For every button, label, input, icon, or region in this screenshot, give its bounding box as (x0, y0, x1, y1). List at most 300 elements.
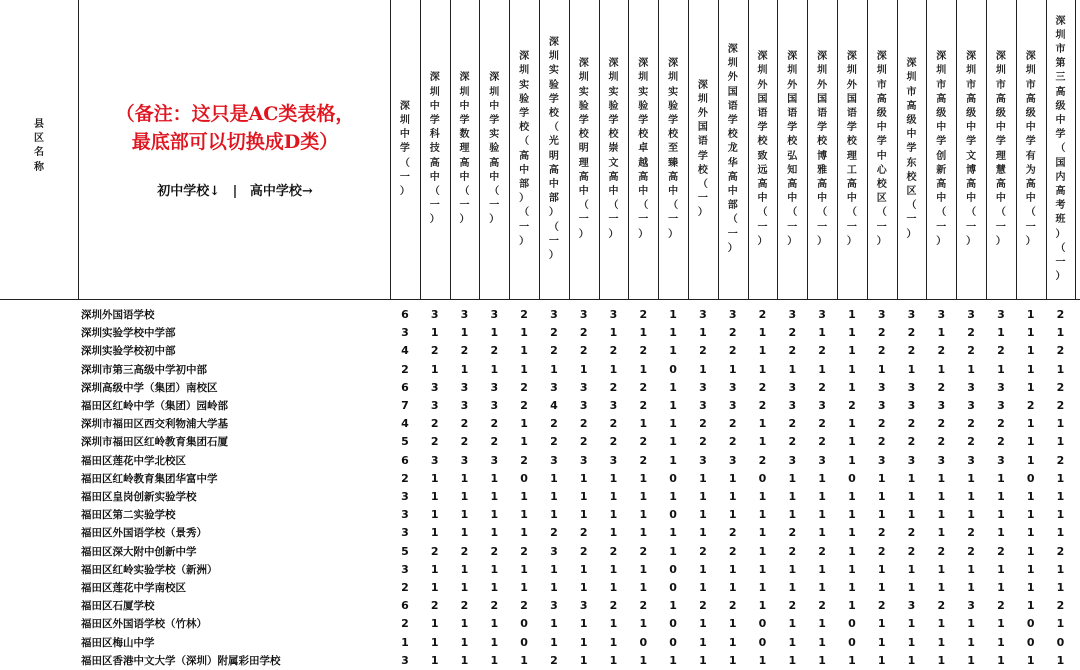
high-school-header (539, 0, 569, 299)
quota-cell: 3 (907, 453, 916, 467)
high-school-name: 深 圳 市 第 三 高 级 中 学 （ 国 内 高 考 班 ） （ 一 ） (1055, 15, 1066, 283)
quota-cell: 3 (609, 453, 618, 467)
quota-cell: 1 (758, 581, 767, 594)
high-school-name: 深 圳 市 高 级 中 学 有 为 高 中 （ 一 ） (1025, 51, 1036, 247)
quota-cell: 3 (401, 562, 409, 576)
quota-cell: 2 (609, 417, 618, 431)
quota-cell: 3 (579, 399, 588, 412)
grid-vline (78, 0, 79, 299)
quota-cell: 3 (997, 308, 1005, 321)
junior-school-name: 深圳实验学校初中部 (81, 345, 176, 358)
quota-cell: 1 (639, 617, 648, 631)
quota-cell: 2 (788, 526, 797, 540)
junior-school-name: 福田区红岭实验学校（新洲） (81, 563, 218, 576)
junior-school-name: 福田区梅山中学 (81, 636, 155, 649)
quota-cell: 1 (818, 508, 826, 522)
junior-school-name: 福田区莲花中学南校区 (81, 582, 186, 594)
quota-cell: 1 (877, 508, 886, 522)
quota-cell: 1 (937, 617, 946, 631)
quota-cell: 2 (907, 435, 916, 449)
quota-cell: 3 (579, 308, 588, 321)
quota-cell: 2 (728, 417, 737, 431)
quota-cell: 1 (848, 453, 856, 467)
quota-cell: 1 (907, 508, 916, 522)
quota-cell: 1 (877, 471, 886, 485)
quota-cell: 3 (728, 399, 737, 412)
high-school-header (1016, 0, 1046, 299)
quota-cell: 0 (520, 471, 528, 485)
quota-cell: 3 (550, 453, 558, 467)
table-row (0, 379, 1080, 397)
quota-cell: 1 (1056, 471, 1065, 485)
quota-cell: 2 (997, 344, 1005, 358)
quota-cell: 1 (520, 326, 528, 340)
quota-cell: 3 (967, 399, 975, 412)
quota-cell: 1 (818, 471, 826, 485)
quota-cell: 2 (579, 326, 588, 340)
quota-cell: 3 (579, 453, 588, 467)
quota-cell: 2 (430, 417, 439, 431)
high-school-header (807, 0, 837, 299)
quota-cell: 3 (579, 380, 588, 394)
high-school-name: 深 圳 外 国 语 学 校 博 雅 高 中 （ 一 ） (817, 51, 828, 247)
quota-cell: 1 (490, 581, 499, 594)
quota-cell: 1 (1026, 653, 1035, 667)
quota-cell: 2 (967, 417, 975, 431)
quota-cell: 6 (401, 599, 409, 613)
note-line-2: 最底部可以切换成D类） (131, 131, 339, 153)
junior-school-name: 深圳市福田区红岭教育集团石厦 (81, 436, 228, 449)
quota-cell: 1 (669, 653, 677, 667)
quota-cell: 1 (848, 490, 856, 503)
quota-cell: 1 (907, 362, 916, 376)
quota-cell: 3 (460, 380, 469, 394)
quota-cell: 1 (877, 362, 886, 376)
quota-cell: 1 (430, 508, 439, 522)
quota-cell: 2 (758, 399, 767, 412)
quota-cell: 1 (550, 508, 558, 522)
quota-cell: 2 (788, 326, 797, 340)
quota-cell: 1 (907, 617, 916, 631)
quota-cell: 1 (669, 490, 677, 503)
quota-cell: 1 (758, 599, 767, 613)
high-school-header (718, 0, 748, 299)
junior-school-name: 深圳外国语学校 (81, 309, 155, 321)
high-school-header (509, 0, 539, 299)
quota-cell: 3 (699, 453, 707, 467)
high-school-header (777, 0, 807, 299)
quota-cell: 2 (490, 544, 499, 558)
note-text (80, 100, 390, 156)
quota-cell: 1 (788, 617, 797, 631)
quota-cell: 1 (490, 508, 499, 522)
high-school-name: 深 圳 实 验 学 校 卓 越 高 中 （ 一 ） (638, 58, 649, 240)
quota-cell: 1 (1026, 362, 1035, 376)
quota-cell: 1 (699, 490, 707, 503)
quota-cell: 0 (848, 635, 856, 649)
quota-cell: 2 (490, 599, 499, 613)
quota-cell: 1 (669, 417, 677, 431)
quota-cell: 1 (669, 344, 677, 358)
quota-cell: 0 (669, 581, 677, 594)
quota-cell: 2 (937, 544, 946, 558)
quota-cell: 1 (937, 362, 946, 376)
quota-cell: 1 (609, 562, 618, 576)
quota-cell: 3 (401, 490, 409, 503)
quota-cell: 2 (520, 544, 528, 558)
quota-cell: 1 (1026, 562, 1035, 576)
high-school-header (688, 0, 718, 299)
quota-cell: 1 (877, 562, 886, 576)
quota-cell: 2 (818, 544, 826, 558)
quota-cell: 1 (728, 508, 737, 522)
high-school-header (1046, 0, 1076, 299)
quota-cell: 1 (997, 508, 1005, 522)
quota-cell: 1 (997, 617, 1005, 631)
quota-cell: 0 (669, 471, 677, 485)
quota-cell: 3 (460, 399, 469, 412)
quota-cell: 1 (907, 635, 916, 649)
quota-cell: 2 (877, 417, 886, 431)
quota-cell: 1 (967, 471, 975, 485)
quota-cell: 2 (699, 417, 707, 431)
quota-cell: 2 (520, 453, 528, 467)
quota-cell: 1 (550, 581, 558, 594)
quota-cell: 5 (401, 544, 409, 558)
quota-cell: 1 (758, 490, 767, 503)
quota-cell: 2 (877, 435, 886, 449)
high-school-header (420, 0, 450, 299)
quota-cell: 2 (609, 380, 618, 394)
high-school-name: 深 圳 中 学 数 理 高 中 （ 一 ） (459, 72, 470, 226)
quota-cell: 3 (907, 308, 916, 321)
quota-cell: 2 (818, 380, 826, 394)
quota-cell: 3 (997, 399, 1005, 412)
quota-cell: 1 (669, 526, 677, 540)
junior-school-name: 福田区深大附中创新中学 (81, 545, 197, 558)
quota-cell: 1 (848, 581, 856, 594)
quota-cell: 0 (1026, 471, 1035, 485)
quota-cell: 2 (639, 308, 648, 321)
quota-cell: 2 (579, 435, 588, 449)
quota-cell: 2 (967, 526, 975, 540)
quota-cell: 1 (699, 471, 707, 485)
quota-cell: 1 (818, 653, 826, 667)
quota-cell: 1 (937, 562, 946, 576)
quota-cell: 1 (609, 617, 618, 631)
quota-cell: 3 (818, 453, 826, 467)
quota-cell: 1 (430, 617, 439, 631)
quota-cell: 2 (639, 544, 648, 558)
quota-cell: 1 (490, 617, 499, 631)
quota-cell: 1 (1026, 435, 1035, 449)
quota-cell: 1 (460, 562, 469, 576)
quota-cell: 1 (639, 562, 648, 576)
grid-hline (0, 299, 1080, 300)
quota-cell: 2 (699, 435, 707, 449)
quota-cell: 1 (699, 653, 707, 667)
quota-cell: 0 (669, 635, 677, 649)
high-school-name: 深 圳 市 高 级 中 学 中 心 校 区 （ 一 ） (876, 51, 887, 247)
high-school-header (837, 0, 867, 299)
junior-school-name: 福田区外国语学校（竹林） (81, 618, 207, 631)
quota-cell: 1 (997, 581, 1005, 594)
quota-cell: 7 (401, 399, 409, 412)
table-row (0, 415, 1080, 433)
quota-cell: 4 (401, 417, 409, 431)
quota-cell: 1 (550, 362, 558, 376)
junior-school-name: 福田区香港中文大学（深圳）附属彩田学校 (81, 654, 281, 667)
quota-cell: 2 (788, 417, 797, 431)
quota-cell: 0 (520, 635, 528, 649)
high-school-name: 深 圳 中 学 科 技 高 中 （ 一 ） (429, 72, 440, 226)
junior-school-name: 深圳市第三高级中学初中部 (81, 363, 207, 376)
quota-cell: 4 (550, 399, 558, 412)
quota-cell: 3 (788, 453, 797, 467)
quota-cell: 1 (639, 417, 648, 431)
quota-cell: 1 (609, 581, 618, 594)
quota-cell: 3 (818, 308, 826, 321)
quota-cell: 1 (758, 344, 767, 358)
table-row (0, 452, 1080, 470)
quota-cell: 2 (1056, 544, 1065, 558)
quota-cell: 1 (1056, 562, 1065, 576)
quota-cell: 1 (430, 362, 439, 376)
quota-cell: 3 (490, 453, 499, 467)
high-school-name: 深 圳 实 验 学 校 至 臻 高 中 （ 一 ） (668, 58, 679, 240)
quota-cell: 3 (937, 308, 946, 321)
high-school-header (867, 0, 897, 299)
quota-cell: 1 (788, 635, 797, 649)
quota-cell: 1 (609, 490, 618, 503)
quota-cell: 1 (818, 362, 826, 376)
quota-cell: 1 (877, 617, 886, 631)
high-school-name: 深 圳 外 国 语 学 校 （ 一 ） (697, 79, 708, 219)
quota-cell: 1 (460, 490, 469, 503)
quota-cell: 2 (907, 544, 916, 558)
quota-cell: 2 (818, 599, 826, 613)
quota-cell: 2 (639, 344, 648, 358)
quota-cell: 3 (877, 308, 886, 321)
high-school-name: 深 圳 市 高 级 中 学 创 新 高 中 （ 一 ） (936, 51, 947, 247)
quota-cell: 1 (1026, 308, 1035, 321)
quota-cell: 1 (848, 308, 856, 321)
quota-cell: 2 (1056, 380, 1065, 394)
quota-cell: 1 (490, 526, 499, 540)
table-row (0, 361, 1080, 379)
table-row (0, 342, 1080, 360)
high-school-header (897, 0, 927, 299)
quota-cell: 1 (728, 490, 737, 503)
junior-school-name: 福田区皇岗创新实验学校 (81, 491, 197, 503)
quota-cell: 1 (460, 581, 469, 594)
quota-cell: 1 (788, 362, 797, 376)
high-school-header (390, 0, 420, 299)
county-column-header (0, 118, 78, 175)
high-school-name: 深 圳 外 国 语 学 校 弘 知 高 中 （ 一 ） (787, 51, 798, 247)
quota-cell: 1 (967, 617, 975, 631)
quota-cell: 1 (520, 435, 528, 449)
quota-cell: 2 (609, 435, 618, 449)
table-row (0, 634, 1080, 652)
quota-cell: 2 (1056, 344, 1065, 358)
quota-cell: 1 (699, 526, 707, 540)
quota-cell: 1 (430, 635, 439, 649)
quota-cell: 1 (460, 326, 469, 340)
quota-cell: 1 (699, 581, 707, 594)
quota-cell: 1 (609, 362, 618, 376)
high-school-name: 深 圳 实 验 学 校 明 理 高 中 （ 一 ） (578, 58, 589, 240)
quota-cell: 2 (550, 326, 558, 340)
quota-cell: 1 (579, 471, 588, 485)
quota-cell: 3 (877, 399, 886, 412)
quota-cell: 3 (460, 308, 469, 321)
quota-cell: 1 (848, 599, 856, 613)
quota-cell: 3 (699, 308, 707, 321)
quota-cell: 2 (877, 326, 886, 340)
table-row (0, 561, 1080, 579)
quota-cell: 1 (401, 635, 409, 649)
quota-cell: 1 (669, 453, 677, 467)
quota-cell: 1 (877, 635, 886, 649)
junior-school-name: 深圳实验学校中学部 (81, 327, 176, 340)
quota-cell: 2 (728, 435, 737, 449)
quota-cell: 3 (550, 308, 558, 321)
quota-cell: 1 (490, 326, 499, 340)
quota-cell: 1 (937, 508, 946, 522)
quota-cell: 1 (609, 326, 618, 340)
quota-cell: 2 (550, 417, 558, 431)
quota-cell: 1 (877, 490, 886, 503)
quota-cell: 2 (520, 380, 528, 394)
quota-cell: 2 (699, 599, 707, 613)
quota-cell: 1 (1056, 326, 1065, 340)
quota-cell: 1 (520, 653, 528, 667)
quota-cell: 2 (728, 544, 737, 558)
quota-cell: 2 (967, 326, 975, 340)
quota-cell: 1 (907, 562, 916, 576)
quota-cell: 1 (609, 508, 618, 522)
quota-cell: 1 (430, 653, 439, 667)
quota-cell: 2 (460, 435, 469, 449)
quota-cell: 1 (728, 635, 737, 649)
quota-cell: 1 (758, 508, 767, 522)
quota-cell: 1 (728, 471, 737, 485)
quota-cell: 1 (997, 326, 1005, 340)
note-line-1: （备注：这只是AC类表格， (115, 103, 355, 125)
quota-cell: 1 (907, 490, 916, 503)
quota-cell: 2 (1056, 399, 1065, 412)
direction-hints (80, 180, 390, 199)
quota-cell: 3 (907, 380, 916, 394)
quota-cell: 3 (401, 526, 409, 540)
high-school-header (569, 0, 599, 299)
quota-cell: 1 (758, 653, 767, 667)
quota-cell: 2 (490, 435, 499, 449)
senior-school-hint: 高中学校→ (249, 184, 313, 199)
high-school-name: 深 圳 外 国 语 学 校 理 工 高 中 （ 一 ） (846, 51, 857, 247)
quota-cell: 1 (1026, 581, 1035, 594)
high-school-header (748, 0, 778, 299)
quota-cell: 1 (460, 617, 469, 631)
quota-cell: 1 (758, 526, 767, 540)
quota-cell: 2 (728, 344, 737, 358)
quota-cell: 3 (728, 380, 737, 394)
quota-cell: 2 (1026, 399, 1035, 412)
quota-cell: 3 (788, 380, 797, 394)
junior-school-name: 深圳市福田区西交利物浦大学基 (81, 418, 228, 431)
quota-cell: 2 (639, 453, 648, 467)
quota-cell: 1 (639, 471, 648, 485)
high-school-header (926, 0, 956, 299)
quota-cell: 2 (728, 526, 737, 540)
quota-cell: 3 (937, 453, 946, 467)
quota-cell: 1 (818, 635, 826, 649)
quota-cell: 3 (937, 399, 946, 412)
quota-cell: 2 (997, 417, 1005, 431)
quota-cell: 1 (430, 326, 439, 340)
quota-cell: 1 (997, 362, 1005, 376)
quota-cell: 3 (430, 380, 439, 394)
high-school-name: 深 圳 实 验 学 校 （ 高 中 部 ） （ 一 ） (519, 51, 530, 247)
quota-cell: 1 (848, 526, 856, 540)
quota-cell: 6 (401, 453, 409, 467)
quota-cell: 1 (937, 653, 946, 667)
junior-school-name: 福田区莲花中学北校区 (81, 454, 186, 467)
quota-cell: 1 (430, 562, 439, 576)
quota-cell: 1 (639, 653, 648, 667)
high-school-header (450, 0, 480, 299)
quota-cell: 1 (728, 617, 737, 631)
quota-cell: 3 (877, 380, 886, 394)
quota-cell: 2 (550, 526, 558, 540)
quota-cell: 3 (490, 380, 499, 394)
quota-cell: 1 (1026, 344, 1035, 358)
quota-cell: 3 (907, 599, 916, 613)
table-row (0, 506, 1080, 524)
quota-cell: 1 (1056, 435, 1065, 449)
quota-cell: 2 (907, 326, 916, 340)
quota-cell: 1 (609, 635, 618, 649)
quota-cell: 1 (1056, 417, 1065, 431)
quota-cell: 1 (520, 490, 528, 503)
quota-cell: 1 (967, 562, 975, 576)
table-row (0, 579, 1080, 597)
quota-cell: 3 (401, 508, 409, 522)
quota-cell: 2 (609, 599, 618, 613)
quota-cell: 2 (430, 344, 439, 358)
table-row (0, 524, 1080, 542)
quota-cell: 6 (401, 380, 409, 394)
quota-cell: 2 (937, 599, 946, 613)
quota-cell: 2 (1056, 308, 1065, 321)
quota-cell: 1 (907, 471, 916, 485)
quota-cell: 1 (788, 490, 797, 503)
junior-school-name: 福田区石厦学校 (81, 600, 155, 613)
quota-cell: 2 (907, 344, 916, 358)
quota-cell: 2 (609, 544, 618, 558)
quota-cell: 1 (1056, 490, 1065, 503)
quota-cell: 1 (1056, 362, 1065, 376)
quota-cell: 2 (877, 599, 886, 613)
quota-cell: 1 (997, 635, 1005, 649)
quota-cell: 2 (967, 544, 975, 558)
quota-cell: 1 (818, 526, 826, 540)
quota-cell: 2 (877, 526, 886, 540)
table-row (0, 470, 1080, 488)
quota-cell: 1 (609, 653, 618, 667)
quota-cell: 2 (460, 599, 469, 613)
